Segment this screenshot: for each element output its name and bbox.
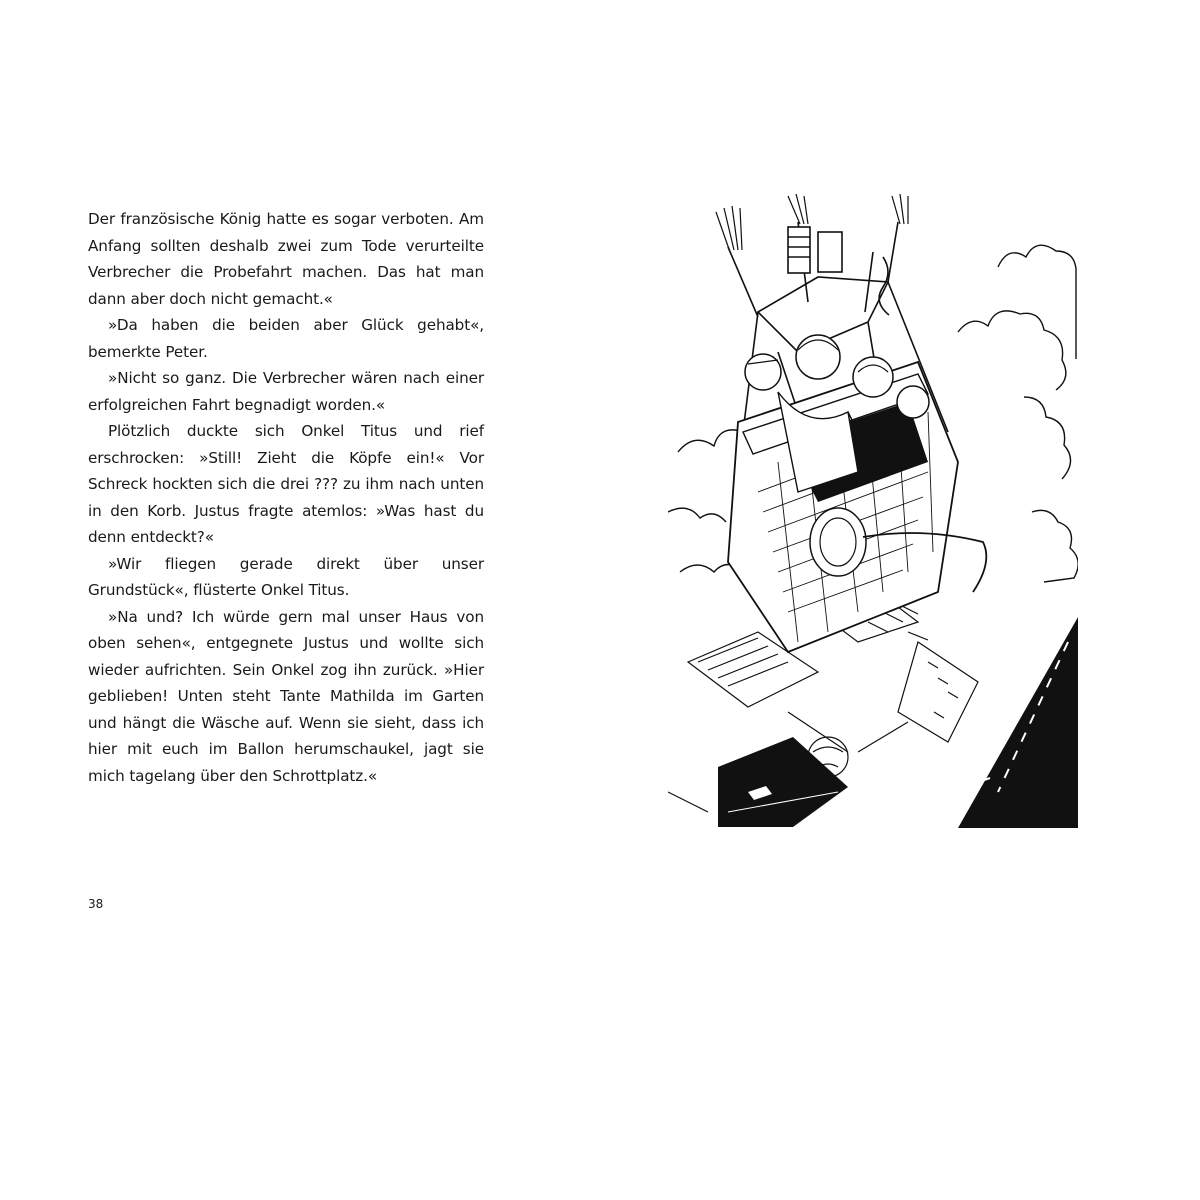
paragraph-1: Der französische König hatte es sogar verboten. Am Anfang sollten deshalb zwei zum Tode verurteilte Verbrecher die Probefahrt machen. Das hat man dann aber doch nicht gemacht.« xyxy=(88,210,484,308)
paragraph-3: »Nicht so ganz. Die Verbrecher wären nach einer erfolgreichen Fahrt begnadigt worden.« xyxy=(88,369,484,414)
gas-canister xyxy=(818,232,842,272)
balloon-basket-illustration xyxy=(668,192,1078,828)
paragraph-4: Plötzlich duckte sich Onkel Titus und rief erschrocken: »Still! Zieht die Köpfe ein!« Vor Schreck hockten sich die drei ??? zu ihm nach unten in den Korb. Justus fragte atemlos: »Was hast du denn entdeckt?« xyxy=(88,422,484,546)
passenger-head-3 xyxy=(853,357,893,397)
text-column xyxy=(88,206,484,789)
passenger-head-4 xyxy=(897,386,929,418)
paragraph-2: »Da haben die beiden aber Glück gehabt«, bemerkte Peter. xyxy=(88,316,484,361)
page-number: 38 xyxy=(88,897,104,911)
illustration-svg xyxy=(668,192,1078,828)
paragraph-5: »Wir fliegen gerade direkt über unser Grundstück«, flüsterte Onkel Titus. xyxy=(88,554,484,599)
paragraph-6: »Na und? Ich würde gern mal unser Haus von oben sehen«, entgegnete Justus und wollte sich wieder aufrichten. Sein Onkel zog ihn zurück. »Hier geblieben! Unten steht Tante Mathilda im Garten und hängt die Wäsche auf. Wenn sie sieht, dass ich hier mit euch im Ballon herumschaukel, jagt sie mich tagelang über den Schrottplatz.« xyxy=(88,607,484,785)
burner-cylinder xyxy=(788,227,810,273)
passenger-head-1 xyxy=(796,335,840,379)
passenger-head-2 xyxy=(745,354,781,390)
